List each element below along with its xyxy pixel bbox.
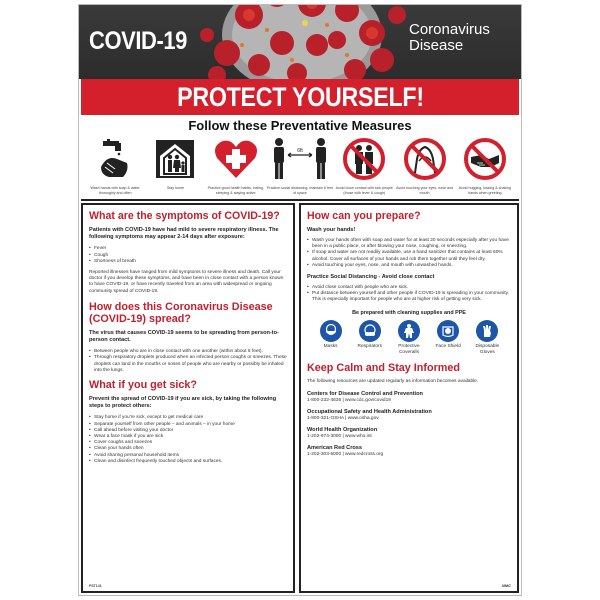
ppe-masks <box>313 320 349 356</box>
no-handshake-icon <box>460 137 510 181</box>
symptoms-heading: What are the symptoms of COVID-19? <box>89 210 280 222</box>
ppe-icons <box>307 320 511 356</box>
org-name: World Health Organization <box>307 426 378 433</box>
sick-heading: What if you get sick? <box>89 379 197 392</box>
ppe-face-shield <box>430 320 466 356</box>
protect-yourself-banner <box>81 79 519 115</box>
list-item: • Cough <box>89 253 287 259</box>
poster-header <box>79 5 521 79</box>
brand-logo: NMC <box>501 583 511 588</box>
wash-hands-subheading: Wash your hands! <box>307 227 356 233</box>
ppe-respirators <box>352 320 388 356</box>
measure-caption: Stay home <box>166 186 185 190</box>
org-contact: 1-800-232-4636 | www.cdc.gov/covid19 <box>307 397 391 403</box>
left-column <box>81 203 295 593</box>
spread-lead: The virus that causes COVID-19 seems to be spreading from person-to-person contact. <box>89 329 279 344</box>
list-item: • Between people who are in close contact with one another (within about 6 feet). <box>89 349 287 355</box>
poster-title: COVID-19 <box>89 27 187 55</box>
coveralls-icon <box>398 320 420 342</box>
org-who <box>307 427 511 440</box>
hand-washing-icon <box>90 137 140 181</box>
measure-social-distancing <box>267 137 333 196</box>
measure-avoid-face-touching <box>396 137 454 196</box>
ppe-label: Respirators <box>357 343 383 349</box>
measure-caption: Avoid touching your eyes, nose and mouth <box>396 186 453 195</box>
measure-stay-home <box>146 137 204 196</box>
measure-caption: Wash hands with soap & water thoroughly and often <box>90 186 140 195</box>
measure-avoid-contact <box>335 137 393 196</box>
org-name: Occupational Safety and Health Administration <box>307 408 432 415</box>
list-item: • Fever <box>89 246 287 252</box>
measure-caption: Practice social distancing, maintain 6 feet of space <box>267 186 333 195</box>
sick-lead: Prevent the spread of COVID-19 if you are sick, by taking the following steps to protect others: <box>89 396 277 410</box>
list-item: • Call ahead before visiting your doctor <box>89 428 287 434</box>
preventative-measures <box>81 115 519 201</box>
org-osha <box>307 409 511 422</box>
subtitle-line-1: Coronavirus <box>409 21 490 38</box>
face-shield-icon <box>437 320 459 342</box>
list-item: • Put distance between yourself and other people if COVID-19 is spreading in your community. This is especially important for people who are at higher risk of getting very sick. <box>307 291 511 303</box>
measure-caption: Avoid close contact with sick people (those with fever & cough) <box>335 186 393 195</box>
measure-wash-hands <box>86 137 144 196</box>
heart-cross-icon <box>211 137 261 181</box>
coronavirus-image <box>187 5 417 79</box>
symptoms-lead: Patients with COVID-19 have had mild to severe respiratory illness. The following symptoms may appear 2-14 days after exposure: <box>89 227 279 241</box>
sick-list <box>89 415 287 465</box>
ppe-label: Protective Coveralls <box>398 343 420 355</box>
right-column <box>299 203 519 593</box>
mask-icon <box>320 320 342 342</box>
poster-subtitle <box>409 22 490 54</box>
ppe-title: Be prepared with cleaning supplies and PPE <box>352 309 466 316</box>
covid-poster <box>78 4 522 596</box>
measures-icons <box>81 137 519 196</box>
org-name: Centers for Disease Control and Prevention <box>307 390 423 397</box>
content-columns <box>79 203 521 595</box>
social-distancing-icon <box>269 137 331 181</box>
org-cdc <box>307 391 511 404</box>
list-item: • Shortness of breath <box>89 259 287 265</box>
spread-list <box>89 349 287 374</box>
social-distancing-subheading: Practice Social Distancing - Avoid close contact <box>307 274 435 281</box>
measure-avoid-handshake <box>456 137 514 196</box>
respirator-icon <box>359 320 381 342</box>
no-close-contact-icon <box>339 137 389 181</box>
list-item: • Avoid touching your eyes, nose, and mouth with unwashed hands. <box>307 263 511 269</box>
list-item: • Clean your hands often <box>89 446 287 452</box>
list-item: • Clean and disinfect frequently touched objects and surfaces. <box>89 459 287 465</box>
ppe-coveralls <box>391 320 427 356</box>
measures-title: Follow these Preventative Measures <box>188 118 412 133</box>
wash-hands-list <box>307 238 511 269</box>
list-item: • Cover coughs and sneezes <box>89 440 287 446</box>
org-name: American Red Cross <box>307 444 363 451</box>
prepare-heading: How can you prepare? <box>307 210 421 222</box>
social-distancing-list <box>307 285 511 304</box>
org-red-cross <box>307 445 511 458</box>
ppe-label: Disposable Gloves <box>475 343 500 355</box>
spread-heading: How does this Coronavirus Disease (COVID-19) spread? <box>89 300 273 325</box>
list-item: • Through respiratory droplets produced when an infected person coughs or sneezes. These droplets can land in the mouths or noses of people who are nearby or possibly be inhaled into the lungs. <box>89 355 287 374</box>
list-item: • Separate yourself from other people – and animals – in your home <box>89 422 287 428</box>
list-item: • Avoid sharing personal household items <box>89 453 287 459</box>
gloves-icon <box>476 320 498 342</box>
stay-informed-heading: Keep Calm and Stay Informed <box>307 361 460 374</box>
ppe-label: Masks <box>323 343 338 349</box>
org-contact: 1-202-974-3000 | www.who.int <box>307 433 372 439</box>
list-item: • Wash your hands often with soap and water for at least 20 seconds especially after you have been in a public place, or after blowing your nose, coughing, or sneezing. <box>307 238 511 250</box>
banner-text: PROTECT YOURSELF! <box>176 82 424 112</box>
symptoms-body: Reported illnesses have ranged from mild symptoms to severe illness and death. Call your doctor if you develop these symptoms, and have been in close contact with a person known to have COVID-19, or have recently traveled from an area with widespread or ongoing community spread of COVID-19. <box>89 270 284 294</box>
list-item: • If soap and water are not readily available, use a hand sanitizer that contains at least 60% alcohol. Cover all surfaces of your hands and rub them together until they feel dry. <box>307 250 511 262</box>
list-item: • Stay home if you're sick, except to get medical care <box>89 415 287 421</box>
subtitle-line-2: Disease <box>409 37 464 54</box>
org-contact: 1-800-321-OSHA | www.osha.gov <box>307 415 379 421</box>
product-code: PST141 <box>89 584 102 588</box>
org-contact: 1-202-303-5000 | www.redcross.org <box>307 451 384 457</box>
stay-home-icon <box>150 137 200 181</box>
ppe-gloves <box>469 320 505 356</box>
symptoms-list <box>89 246 287 265</box>
list-item: • Wear a face mask if you are sick <box>89 434 287 440</box>
measure-caption: Avoid hugging, kissing & shaking hands when greeting <box>458 186 512 195</box>
measure-health-habits <box>207 137 265 196</box>
stay-informed-intro: The following resources are updated regularly as information becomes available. <box>307 378 479 384</box>
no-face-touching-icon <box>400 137 450 181</box>
svg-text:6ft: 6ft <box>297 148 303 154</box>
ppe-label: Face Shield <box>435 343 461 349</box>
list-item: • Avoid close contact with people who are sick. <box>307 285 511 291</box>
measure-caption: Practice good health habits: eating, sleeping & staying active <box>207 186 264 195</box>
